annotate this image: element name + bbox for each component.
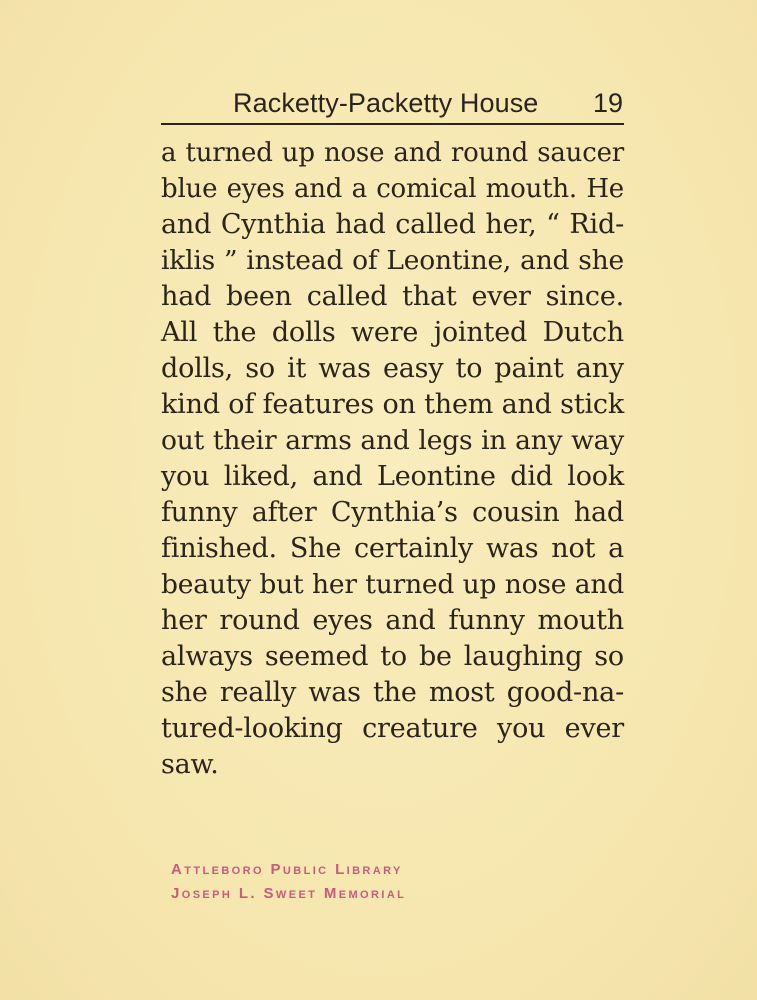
page-number: 19 xyxy=(592,88,623,118)
text-line: kind of features on them and stick xyxy=(161,389,624,420)
text-line: and Cynthia had called her, “ Rid- xyxy=(161,209,624,240)
text-line: her round eyes and funny mouth xyxy=(161,605,624,636)
text-line: blue eyes and a comical mouth. He xyxy=(161,174,624,204)
text-line: All the dolls were jointed Dutch xyxy=(161,317,624,348)
text-line: tured-looking creature you ever xyxy=(161,713,624,744)
text-line: iklis ” instead of Leontine, and she xyxy=(161,245,624,276)
text-line: funny after Cynthia’s cousin had xyxy=(161,497,624,528)
stamp-line-memorial: Joseph L. Sweet Memorial xyxy=(171,885,407,902)
text-line: a turned up nose and round saucer xyxy=(161,138,624,168)
running-head xyxy=(161,86,623,126)
text-line: always seemed to be laughing so xyxy=(161,641,624,672)
stamp-line-library: Attleboro Public Library xyxy=(171,861,403,878)
text-line: she really was the most good-na- xyxy=(161,677,624,708)
text-line: dolls, so it was easy to paint any xyxy=(161,353,624,384)
text-line: had been called that ever since. xyxy=(161,281,624,312)
header-rule xyxy=(161,123,624,125)
running-title: Racketty-Packetty House xyxy=(233,88,539,118)
body-text xyxy=(161,135,624,783)
text-line: finished. She certainly was not a xyxy=(161,533,624,564)
text-line: beauty but her turned up nose and xyxy=(161,569,624,600)
library-stamp xyxy=(171,858,491,906)
text-line-last: saw. xyxy=(161,749,219,780)
text-line: you liked, and Leontine did look xyxy=(161,461,624,492)
text-line: out their arms and legs in any way xyxy=(161,425,624,456)
